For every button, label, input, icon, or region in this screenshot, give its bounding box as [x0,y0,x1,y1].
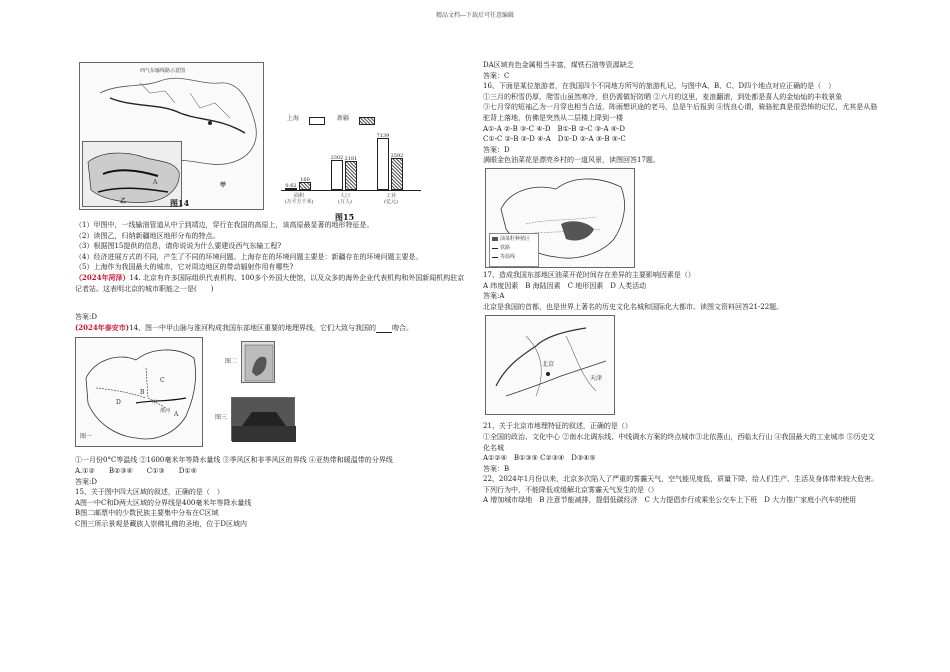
legend-xinjiang: 新疆 [337,115,350,122]
xinjiang-terrain-drawing [83,142,183,208]
question-15-option-d: DA区域有色金属相当丰富，煤铁石油等资源缺乏 [483,61,634,69]
answer-21: 答案：B [483,464,510,473]
question-14 [75,273,470,294]
question-15-option-a: A图一中C和D两大区域的分界线是400毫米年等降水量线 [75,498,252,507]
question-14b-choices: A.①② B②③④ C①③ D①④ [75,466,197,475]
question-17-options: A 纬度因素 B 海陆因素 C 地形因素 D 人类活动 [483,281,647,290]
question-14b-text: 14、图一中甲山脉与淮河构成我国东部地区重要的地理界线，它们大致与我国的 [129,323,377,332]
answer-16: 答案：D [483,145,510,154]
inset-label-a: A [153,179,158,186]
question-14b-after: 吻合。 [392,323,414,332]
answer-14: 答案:D [75,313,97,322]
bar-value-label: 2181 [344,156,358,163]
answer-14b: 答案:D [75,477,97,486]
category-label: 面积 (万平方千米) [284,193,314,205]
label-jia: 甲 [220,182,227,189]
question-16-notes-2: ③七月穿的短袖乙为一月穿也相当合适，阵雨想识途的老马，总是午后报到 ④恍良心谓，骑骆驼真是很恐怖的记忆，尤其是从骆驼背上落地，仿佛是突然从二层楼上降到一楼 [483,103,878,122]
region-a-label: A [174,411,179,419]
legend-railway: 铁路 [500,244,511,251]
category-label: 工业 (亿元) [384,193,398,205]
figure-1-regions-map [75,337,203,447]
figure-14-map [79,62,264,210]
region-c-label: C [160,377,165,385]
beijing-label: 北京 [542,361,555,369]
question-15-option-b: B图二邮票中的少数民族主要集中分布在C区域 [75,509,219,518]
question-14b-options: ①一月份0°C等温线 ②1600毫米年等降水量线 ③季风区和非季风区的界线 ④亚热带和暖温带的分界线 [75,456,393,465]
question-1: （1）甲图中，一线输油管道从中亍到靖边，穿行在我国的高原上，该高原最显著的地形特征是。 [75,221,374,229]
bar-value-label: 160 [300,177,310,184]
question-16-options-2: C①-C ②-B ③-D ④-A D①-D ②-A ③-B ④-C [483,135,626,144]
figure-3-label: 图三 [215,414,228,422]
beijing-map [485,315,615,415]
answer-blank[interactable] [376,324,392,333]
map-title: 西气东输线路示意图 [140,68,186,74]
question-16: 16、下面是某位旅游者，在我国四个不同地方所写的旅游札记，与图中A、B、C、D四个地点对应正确的是（ ） [483,82,836,91]
bar-xinjiang-2 [391,158,403,190]
huaihe-label: 淮河 [160,408,171,415]
legend-isotherm-swatch [492,257,498,258]
plot-area [281,130,421,191]
question-21: 21、关于北京市地理特征的叙述，正确的是（） [483,422,632,431]
xinjiang-inset-map [82,141,182,207]
intro-17: 满眼金色油菜花是漂亮乡村的一道风景，读图回答17题。 [483,156,660,165]
figure-15-caption: 图15 [335,212,355,222]
category-label: 人口 (万人) [338,193,352,205]
legend-swatch-shanghai [309,117,325,125]
question-15: 15、关于图中四大区域的叙述，正确的是（ ） [75,488,224,497]
legend-railway-swatch [492,248,498,249]
legend-swatch-xinjiang [359,117,375,125]
question-14-source: （2024年菏泽） [75,272,130,282]
question-21-statements: ①全国的政治、文化中心 ②南水北调东线、中线调水方案的终点城市③北依燕山，西临太行山 ④我国最大的工业城市 ⑤历史文化名城 [483,432,875,452]
stamp-drawing [242,342,276,384]
question-22-options: A 增加城市绿地 B 注意节能减排，提倡低碳经济 C 大力提倡步行或乘坐公交车上下班 D 大力推广家庭小汽车的使用 [483,496,857,505]
answer-17: 答案:A [483,292,505,301]
bar-value-label: 7139 [376,133,390,139]
question-16-notes-1: ①三月的积雪仍厚，爬雪山虽然寒冷，但仍需做好防晒 ②六月的这里，麦浪翻滚，到处都是喜人的金灿灿的丰收景象 [483,92,843,101]
figure-3-photo [231,397,295,441]
question-14-text: 14. 北京有许多国际组织代表机构、100多个外国大使馆，以及众多的海外企业代表机构和外国新闻机构驻京记者站。这表明北京的城市职能之一是( ) [75,273,465,293]
figure-15-chart [275,115,455,222]
bar-value-label: 2592 [390,153,404,160]
page-header: 精品文档---下载后可任意编辑 [435,12,515,19]
legend-isotherm: 等温线 [500,253,516,260]
category-labels [281,193,421,213]
right-column [483,60,881,506]
figures-14-15 [75,60,470,220]
legend-rapeseed: 油菜籽种植区 [500,235,531,242]
bar-value-label: 0.62 [285,183,297,189]
figure-2-label: 图二 [225,358,238,366]
bar-xinjiang-1 [345,161,357,190]
figure-2-stamp [241,341,275,383]
question-22: 22、2024年1月份以来，北京多次陷入了严重的雾霾天气，空气能见度低，质量下降，给人们生产、生活及身体带来较大危害。下列行为中，不能降低或缓解北京雾霾天气发生的是（） [483,475,879,494]
legend-shanghai: 上海 [287,115,300,122]
bar-value-label: 2302 [330,155,344,162]
question-15-option-c: C图三所示景观是藏族人崇佛礼佛的圣地，位于D区域内 [75,519,247,528]
question-3: （3）根据图15提供的信息，请你说说为什么要建设西气东输工程? [75,242,282,251]
figures-1-3 [75,335,470,455]
palace-photo-drawing [232,398,296,442]
question-5: （5）上海作为我国最大的城市，它对周边地区的带动辐射作用有哪些? [75,263,294,272]
question-14b [75,323,470,334]
bar-shanghai-2 [377,138,389,190]
question-4: （4）经济进展方式的不同，产生了不同的环境问题。上海存在的环境问题主要是：新疆存在的环境问题主要是。 [75,252,423,261]
question-2: （2）读图乙，归纳新疆地区地形分布的特点。 [75,231,220,240]
legend-rapeseed-swatch [492,237,498,241]
bar-shanghai-1 [331,160,343,190]
intro-21: 北京是我国的首都，也是世界上著名的历史文化名城和国际化大都市。读图文资料回答21-22题。 [483,302,784,311]
map-legend [489,233,539,267]
answer-15: 答案：C [483,71,510,80]
region-d-label: D [116,399,121,407]
figure-1-label: 图一 [80,433,93,441]
question-21-options: A①②④ B①③⑤ C②③④ D③④⑤ [483,454,596,463]
figure-14-caption: 图14 [170,198,190,208]
mountain-jia-label: 甲 [152,400,158,407]
question-14b-source: (2024年泰安市) [75,322,130,332]
left-column [75,60,470,530]
label-yi: 乙 [120,198,127,205]
question-17: 17、造成我国东部地区油菜开花时间存在差异的主要影响因素是（） [483,270,695,279]
rapeseed-map [485,168,635,268]
region-b-label: B [140,389,145,397]
question-16-options-1: A①-A ②-B ③-C ④-D B①-B ②-C ③-A ④-D [483,124,626,133]
tianjin-label: 天津 [590,375,603,383]
